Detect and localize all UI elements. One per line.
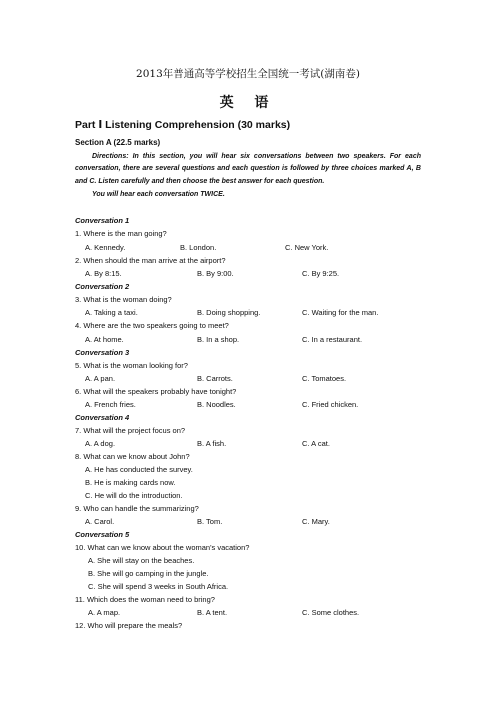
conversation-label: Conversation 5 [75, 530, 130, 539]
directions-body: Directions: In this section, you will hear six conversations between two speakers. For each conversation, there are several questions and each question is followed by three choices marked A, B and C. Listen carefully and then choose the best answer for each question. [75, 153, 421, 185]
option-c: C. He will do the introduction. [85, 491, 183, 500]
option-b: B. Doing shopping. [197, 308, 261, 317]
option-c: C. Tomatoes. [302, 374, 347, 383]
option-c: C. By 9:25. [302, 269, 340, 278]
question: 1. Where is the man going? [75, 229, 167, 238]
option-b: B. London. [180, 243, 217, 252]
conversation-label: Conversation 1 [75, 216, 130, 225]
part-heading: Part Ⅰ Listening Comprehension (30 marks) [75, 119, 291, 131]
option-c: C. In a restaurant. [302, 335, 363, 344]
question: 2. When should the man arrive at the airport? [75, 256, 226, 265]
option-a: A. Carol. [85, 517, 115, 526]
option-c: C. Fried chicken. [302, 400, 359, 409]
question: 9. Who can handle the summarizing? [75, 504, 199, 513]
conversation-label: Conversation 2 [75, 282, 130, 291]
option-c: C. Mary. [302, 517, 330, 526]
option-a: A. French fries. [85, 400, 136, 409]
option-a: A. Kennedy. [85, 243, 126, 252]
option-b: B. In a shop. [197, 335, 240, 344]
question: 3. What is the woman doing? [75, 295, 172, 304]
option-b: B. Noodles. [197, 400, 236, 409]
option-c: C. Some clothes. [302, 608, 360, 617]
option-a: A. A map. [88, 608, 121, 617]
option-a: A. At home. [85, 335, 124, 344]
question: 5. What is the woman looking for? [75, 361, 188, 370]
question: 8. What can we know about John? [75, 452, 190, 461]
listen-twice-note: You will hear each conversation TWICE. [92, 191, 225, 198]
section-heading: Section A (22.5 marks) [75, 138, 161, 147]
option-a: A. She will stay on the beaches. [88, 556, 195, 565]
question: 10. What can we know about the woman's vacation? [75, 543, 250, 552]
question: 6. What will the speakers probably have tonight? [75, 387, 237, 396]
option-b: B. She will go camping in the jungle. [88, 569, 209, 578]
option-b: B. By 9:00. [197, 269, 234, 278]
question: 4. Where are the two speakers going to meet? [75, 321, 229, 330]
option-c: C. New York. [285, 243, 329, 252]
exam-title: 2013年普通高等学校招生全国统一考试(湖南卷) [136, 68, 360, 80]
option-a: A. He has conducted the survey. [85, 465, 193, 474]
option-b: B. Carrots. [197, 374, 233, 383]
directions-text [75, 151, 421, 188]
question: 11. Which does the woman need to bring? [75, 595, 215, 604]
option-b: B. A fish. [197, 439, 227, 448]
option-c: C. A cat. [302, 439, 330, 448]
conversation-label: Conversation 3 [75, 348, 130, 357]
question: 12. Who will prepare the meals? [75, 621, 183, 630]
subject-heading: 英 语 [219, 95, 277, 111]
option-a: A. Taking a taxi. [85, 308, 138, 317]
option-a: A. A dog. [85, 439, 116, 448]
conversation-label: Conversation 4 [75, 413, 130, 422]
option-b: B. A tent. [197, 608, 228, 617]
option-a: A. By 8:15. [85, 269, 122, 278]
option-c: C. She will spend 3 weeks in South Africa. [88, 582, 229, 591]
question: 7. What will the project focus on? [75, 426, 186, 435]
option-a: A. A pan. [85, 374, 116, 383]
option-b: B. He is making cards now. [85, 478, 176, 487]
option-b: B. Tom. [197, 517, 223, 526]
option-c: C. Waiting for the man. [302, 308, 379, 317]
